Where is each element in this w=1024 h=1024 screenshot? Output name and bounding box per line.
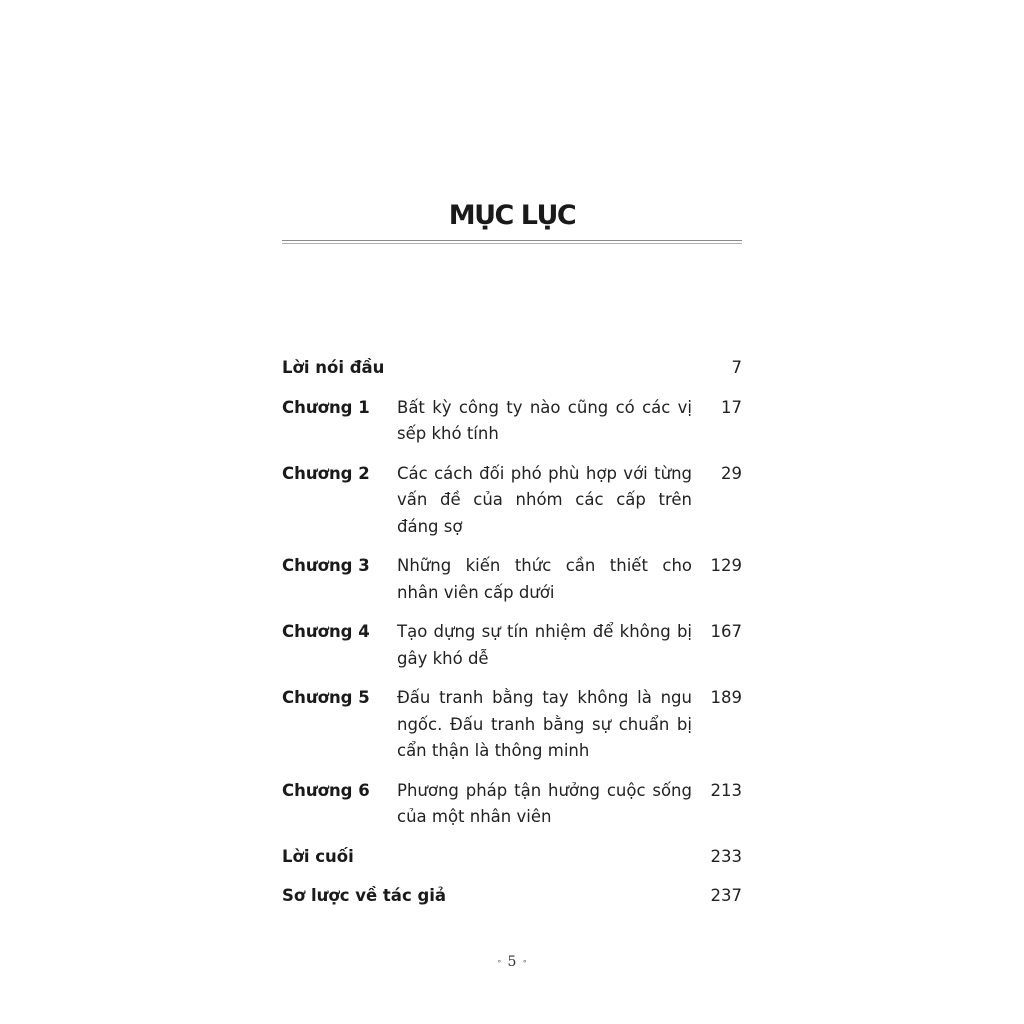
toc-entry-page: 29 (721, 463, 742, 483)
toc-entry (282, 619, 742, 672)
folio-ornament-right: ∘ (522, 957, 527, 967)
toc-entry-title: Bất kỳ công ty nào cũng có các vị sếp khó tính (397, 397, 692, 443)
toc-entry-page: 213 (710, 780, 742, 800)
toc-entry (282, 395, 742, 448)
page-number: 5 (507, 954, 517, 970)
toc-entry (282, 355, 742, 382)
toc-entry (282, 844, 742, 871)
toc-entry-label: Chương 4 (282, 622, 370, 641)
toc-entry (282, 883, 742, 910)
toc-entry-label: Chương 6 (282, 780, 370, 800)
toc-entry-label: Chương 1 (282, 397, 370, 417)
toc-entry-title: Đấu tranh bằng tay không là ngu ngốc. Đấu tranh bằng sự chuẩn bị cẩn thận là thông minh (397, 688, 692, 760)
toc-entry-title: Những kiến thức cần thiết cho nhân viên cấp dưới (397, 556, 692, 602)
toc-entry-label: Chương 5 (282, 688, 370, 707)
toc-entry-page: 167 (710, 622, 742, 641)
page-title: MỤC LỤC (448, 200, 576, 231)
toc-entry-page: 237 (710, 886, 743, 905)
toc-entry-label: Chương 3 (282, 556, 370, 575)
toc-entry-page: 233 (710, 846, 742, 866)
toc-entry-page: 189 (710, 688, 742, 707)
toc-entry-label: Lời cuối (282, 846, 354, 866)
toc-entry-label: Sơ lược về tác giả (282, 886, 447, 905)
toc-entry (282, 778, 742, 831)
page-footer (0, 954, 1024, 970)
toc-entry (282, 685, 742, 765)
toc-entry-label: Chương 2 (282, 463, 370, 483)
toc-entry (282, 461, 742, 541)
toc-entry-label: Lời nói đầu (282, 358, 385, 377)
toc-entry (282, 553, 742, 606)
title-rule-top (282, 240, 742, 241)
toc-entry-title: Các cách đối phó phù hợp với từng vấn đề của nhóm các cấp trên đáng sợ (397, 463, 692, 536)
title-rule-bottom (282, 243, 742, 244)
toc-entry-title: Phương pháp tận hưởng cuộc sống của một nhân viên (397, 780, 692, 826)
toc-entry-page: 129 (710, 556, 742, 575)
folio-ornament-left: ∘ (497, 957, 502, 967)
table-of-contents (282, 355, 742, 923)
toc-entry-title: Tạo dựng sự tín nhiệm để không bị gây khó dễ (397, 622, 692, 668)
toc-entry-page: 17 (721, 397, 742, 417)
toc-entry-page: 7 (731, 358, 742, 377)
